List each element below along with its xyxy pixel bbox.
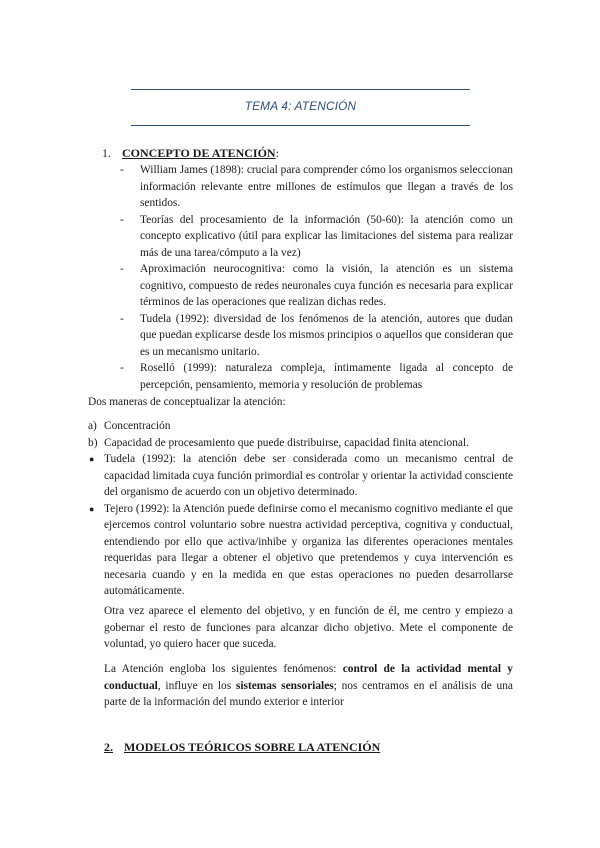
list-item <box>88 451 513 501</box>
list-item-text: Tudela (1992): diversidad de los fenómenos de la atención, autores que dudan que puedan explicarse desde los mismos principios o aquellos que consideran que es un mecanismo unitario. <box>140 312 513 358</box>
list-marker: - <box>120 362 124 374</box>
phenomena-text-2: , influye en los <box>157 679 236 692</box>
list-item-text: Capacidad de procesamiento que puede distribuirse, capacidad finita atencional. <box>104 436 469 449</box>
list-item <box>88 418 513 435</box>
list-item-text: William James (1898): crucial para comprender cómo los organismos seleccionan información relevante entre millones de estímulos que llegan a través de los sentidos. <box>140 164 513 209</box>
phenomena-bold-2: sistemas sensoriales <box>235 679 334 692</box>
section-1-number: 1. <box>102 146 111 160</box>
phenomena-bold-1: control de la actividad mental y conductual <box>104 663 513 692</box>
title-rule-bottom <box>131 125 470 126</box>
section-2-number: 2. <box>104 740 113 754</box>
title-rule-top <box>131 89 470 90</box>
section-1-heading <box>102 145 279 162</box>
section-2-heading <box>104 739 380 756</box>
list-marker: b) <box>88 436 98 449</box>
list-item-text: Concentración <box>104 420 171 432</box>
list-marker: - <box>120 213 124 226</box>
section-1-colon: : <box>275 146 279 160</box>
list-item-text: Tudela (1992): la atención debe ser considerada como un mecanismo central de capacidad limitada cuya función primordial es controlar y orientar la actividad consciente del organismo de acuerdo con un objetivo determinado. <box>104 453 513 498</box>
list-marker: - <box>120 164 124 176</box>
list-item <box>120 212 513 262</box>
list-marker: - <box>120 312 124 325</box>
phenomena-paragraph <box>104 661 513 711</box>
list-marker: a) <box>88 420 97 432</box>
list-item <box>88 501 513 600</box>
list-item <box>120 162 513 212</box>
list-item <box>120 261 513 311</box>
list-item <box>120 360 513 393</box>
section-1-title: CONCEPTO DE ATENCIÓN <box>122 146 276 160</box>
section-2-title: MODELOS TEÓRICOS SOBRE LA ATENCIÓN <box>124 740 381 754</box>
two-ways-list <box>88 418 513 451</box>
concept-list <box>120 162 513 393</box>
list-item-text: Roselló (1999): naturaleza compleja, íntimamente ligada al concepto de percepción, pensamiento, memoria y resolución de problemas <box>140 362 513 391</box>
objective-paragraph: Otra vez aparece el elemento del objetivo, y en función de él, me centro y empiezo a gobernar el resto de funciones para alcanzar dicho objetivo. Mete el componente de voluntad, yo quiero hacer que suceda. <box>104 605 513 650</box>
bullet-icon: ● <box>89 454 95 464</box>
list-item <box>88 435 513 452</box>
list-marker: - <box>120 263 124 275</box>
list-item-text: Teorías del procesamiento de la información (50-60): la atención como un concepto explicativo (útil para explicar las limitaciones del sistema para realizar más de una tarea/cómputo a la vez) <box>140 213 513 259</box>
phenomena-text-1: La Atención engloba los siguientes fenómenos: <box>104 663 343 675</box>
list-item-text: Aproximación neurocognitiva: como la visión, la atención es un sistema cognitivo, compuesto de redes neuronales cuya función es necesaria para explicar términos de las operaciones que realizan dichas redes. <box>140 263 513 308</box>
phenomena-text-3: ; nos centramos en el análisis de una parte de la información del mundo exterior e interior <box>104 679 513 708</box>
list-item <box>120 311 513 361</box>
bullet-icon: ● <box>89 503 95 514</box>
definitions-list <box>88 451 513 600</box>
list-item-text: Tejero (1992): la Atención puede definirse como el mecanismo cognitivo mediante el que ejercemos control voluntario sobre nuestra actividad perceptiva, cognitiva y conductual, entendiendo por ello que activa/inhibe y organiza las diferentes operaciones mentales requeridas para llegar a obtener el objetivo que pretendemos y cuya intervención es necesaria cuando y en la medida en que estas operaciones no pueden desarrollarse automáticamente. <box>104 502 513 597</box>
page-title: TEMA 4: ATENCIÓN <box>244 99 357 113</box>
two-ways-intro: Dos maneras de conceptualizar la atención: <box>88 396 286 408</box>
